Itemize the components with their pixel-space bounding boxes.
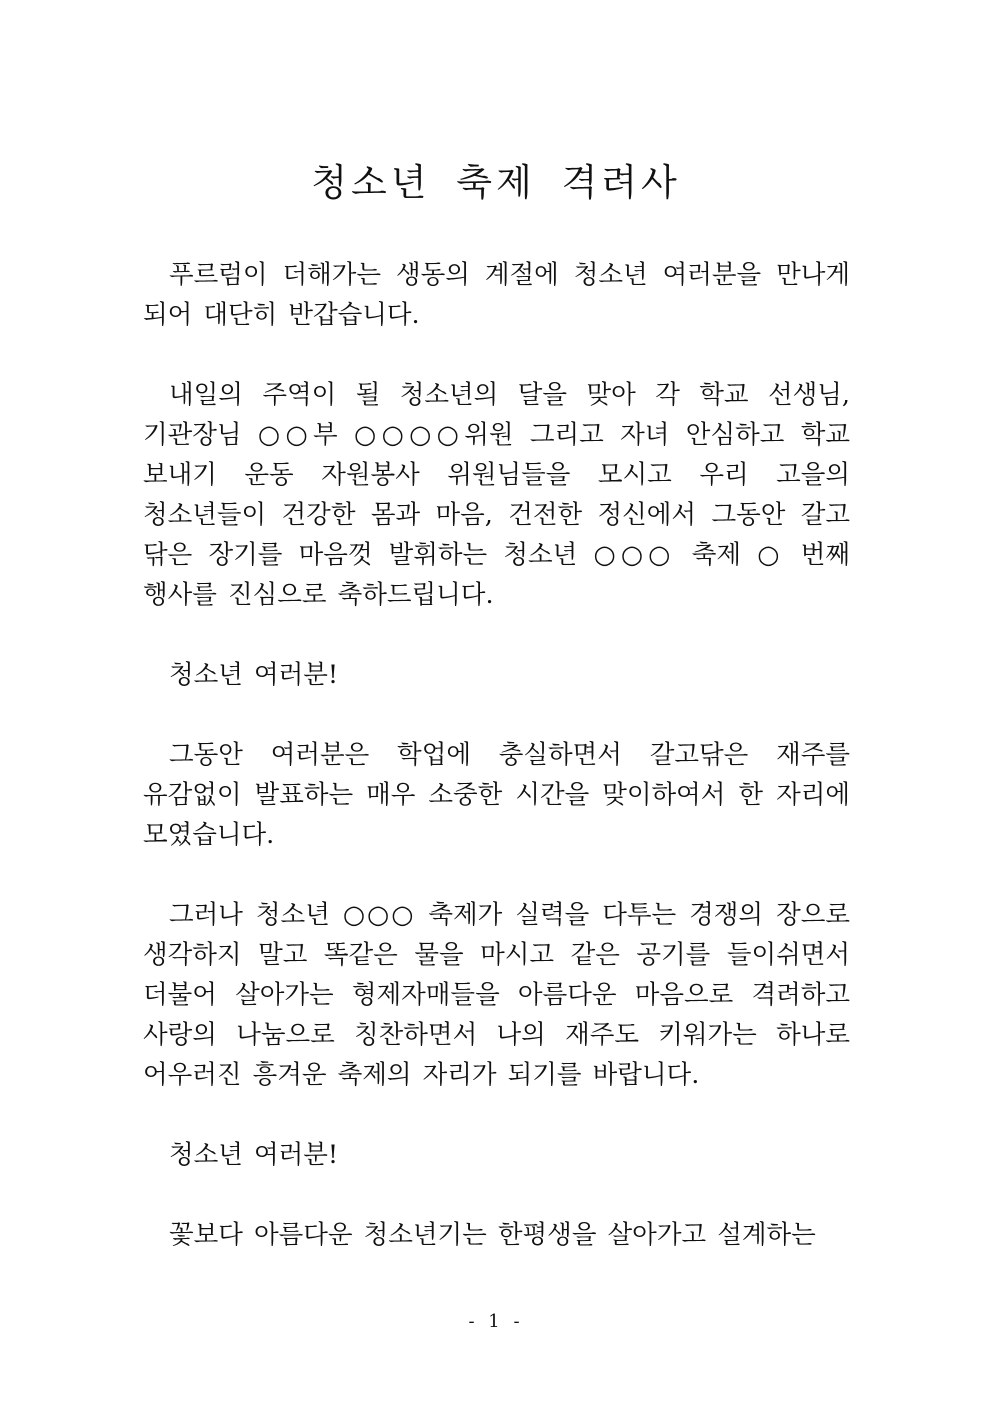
paragraph-encouragement: 그러나 청소년 ○○○ 축제가 실력을 다투는 경쟁의 장으로 생각하지 말고 똑같은 물을 마시고 같은 공기를 들이쉬면서 더불어 살아가는 형제자매들을 아름다운 마음으로 격려하고 사랑의 나눔으로 칭찬하면서 나의 재주도 키워가는 하나로 어우러진 흥겨운 축제의 자리가 되기를 바랍니다. — [143, 900, 850, 1090]
paragraph-gathering: 그동안 여러분은 학업에 충실하면서 갈고닦은 재주를 유감없이 발표하는 매우 소중한 시간을 맞이하여서 한 자리에 모였습니다. — [143, 740, 850, 850]
document-title: 청소년 축제 격려사 — [311, 161, 681, 204]
paragraph-greeting: 푸르럼이 더해가는 생동의 계절에 청소년 여러분을 만나게 되어 대단히 반갑습니다. — [143, 260, 850, 330]
paragraph-address-2: 청소년 여러분! — [169, 1140, 339, 1170]
page-number: - 1 - — [468, 1311, 524, 1332]
paragraph-address-1: 청소년 여러분! — [169, 660, 339, 690]
document-body — [143, 255, 850, 1295]
paragraph-congratulation: 내일의 주역이 될 청소년의 달을 맞아 각 학교 선생님, 기관장님 ○○부 ○○○○위원 그리고 자녀 안심하고 학교 보내기 운동 자원봉사 위원님들을 모시고 우리 고을의 청소년들이 건강한 몸과 마음, 건전한 정신에서 그동안 갈고 닦은 장기를 마음껏 발휘하는 청소년 ○○○ 축제 ○ 번째 행사를 진심으로 축하드립니다. — [143, 380, 850, 610]
paragraph-youth: 꽃보다 아름다운 청소년기는 한평생을 살아가고 설계하는 — [169, 1220, 816, 1250]
